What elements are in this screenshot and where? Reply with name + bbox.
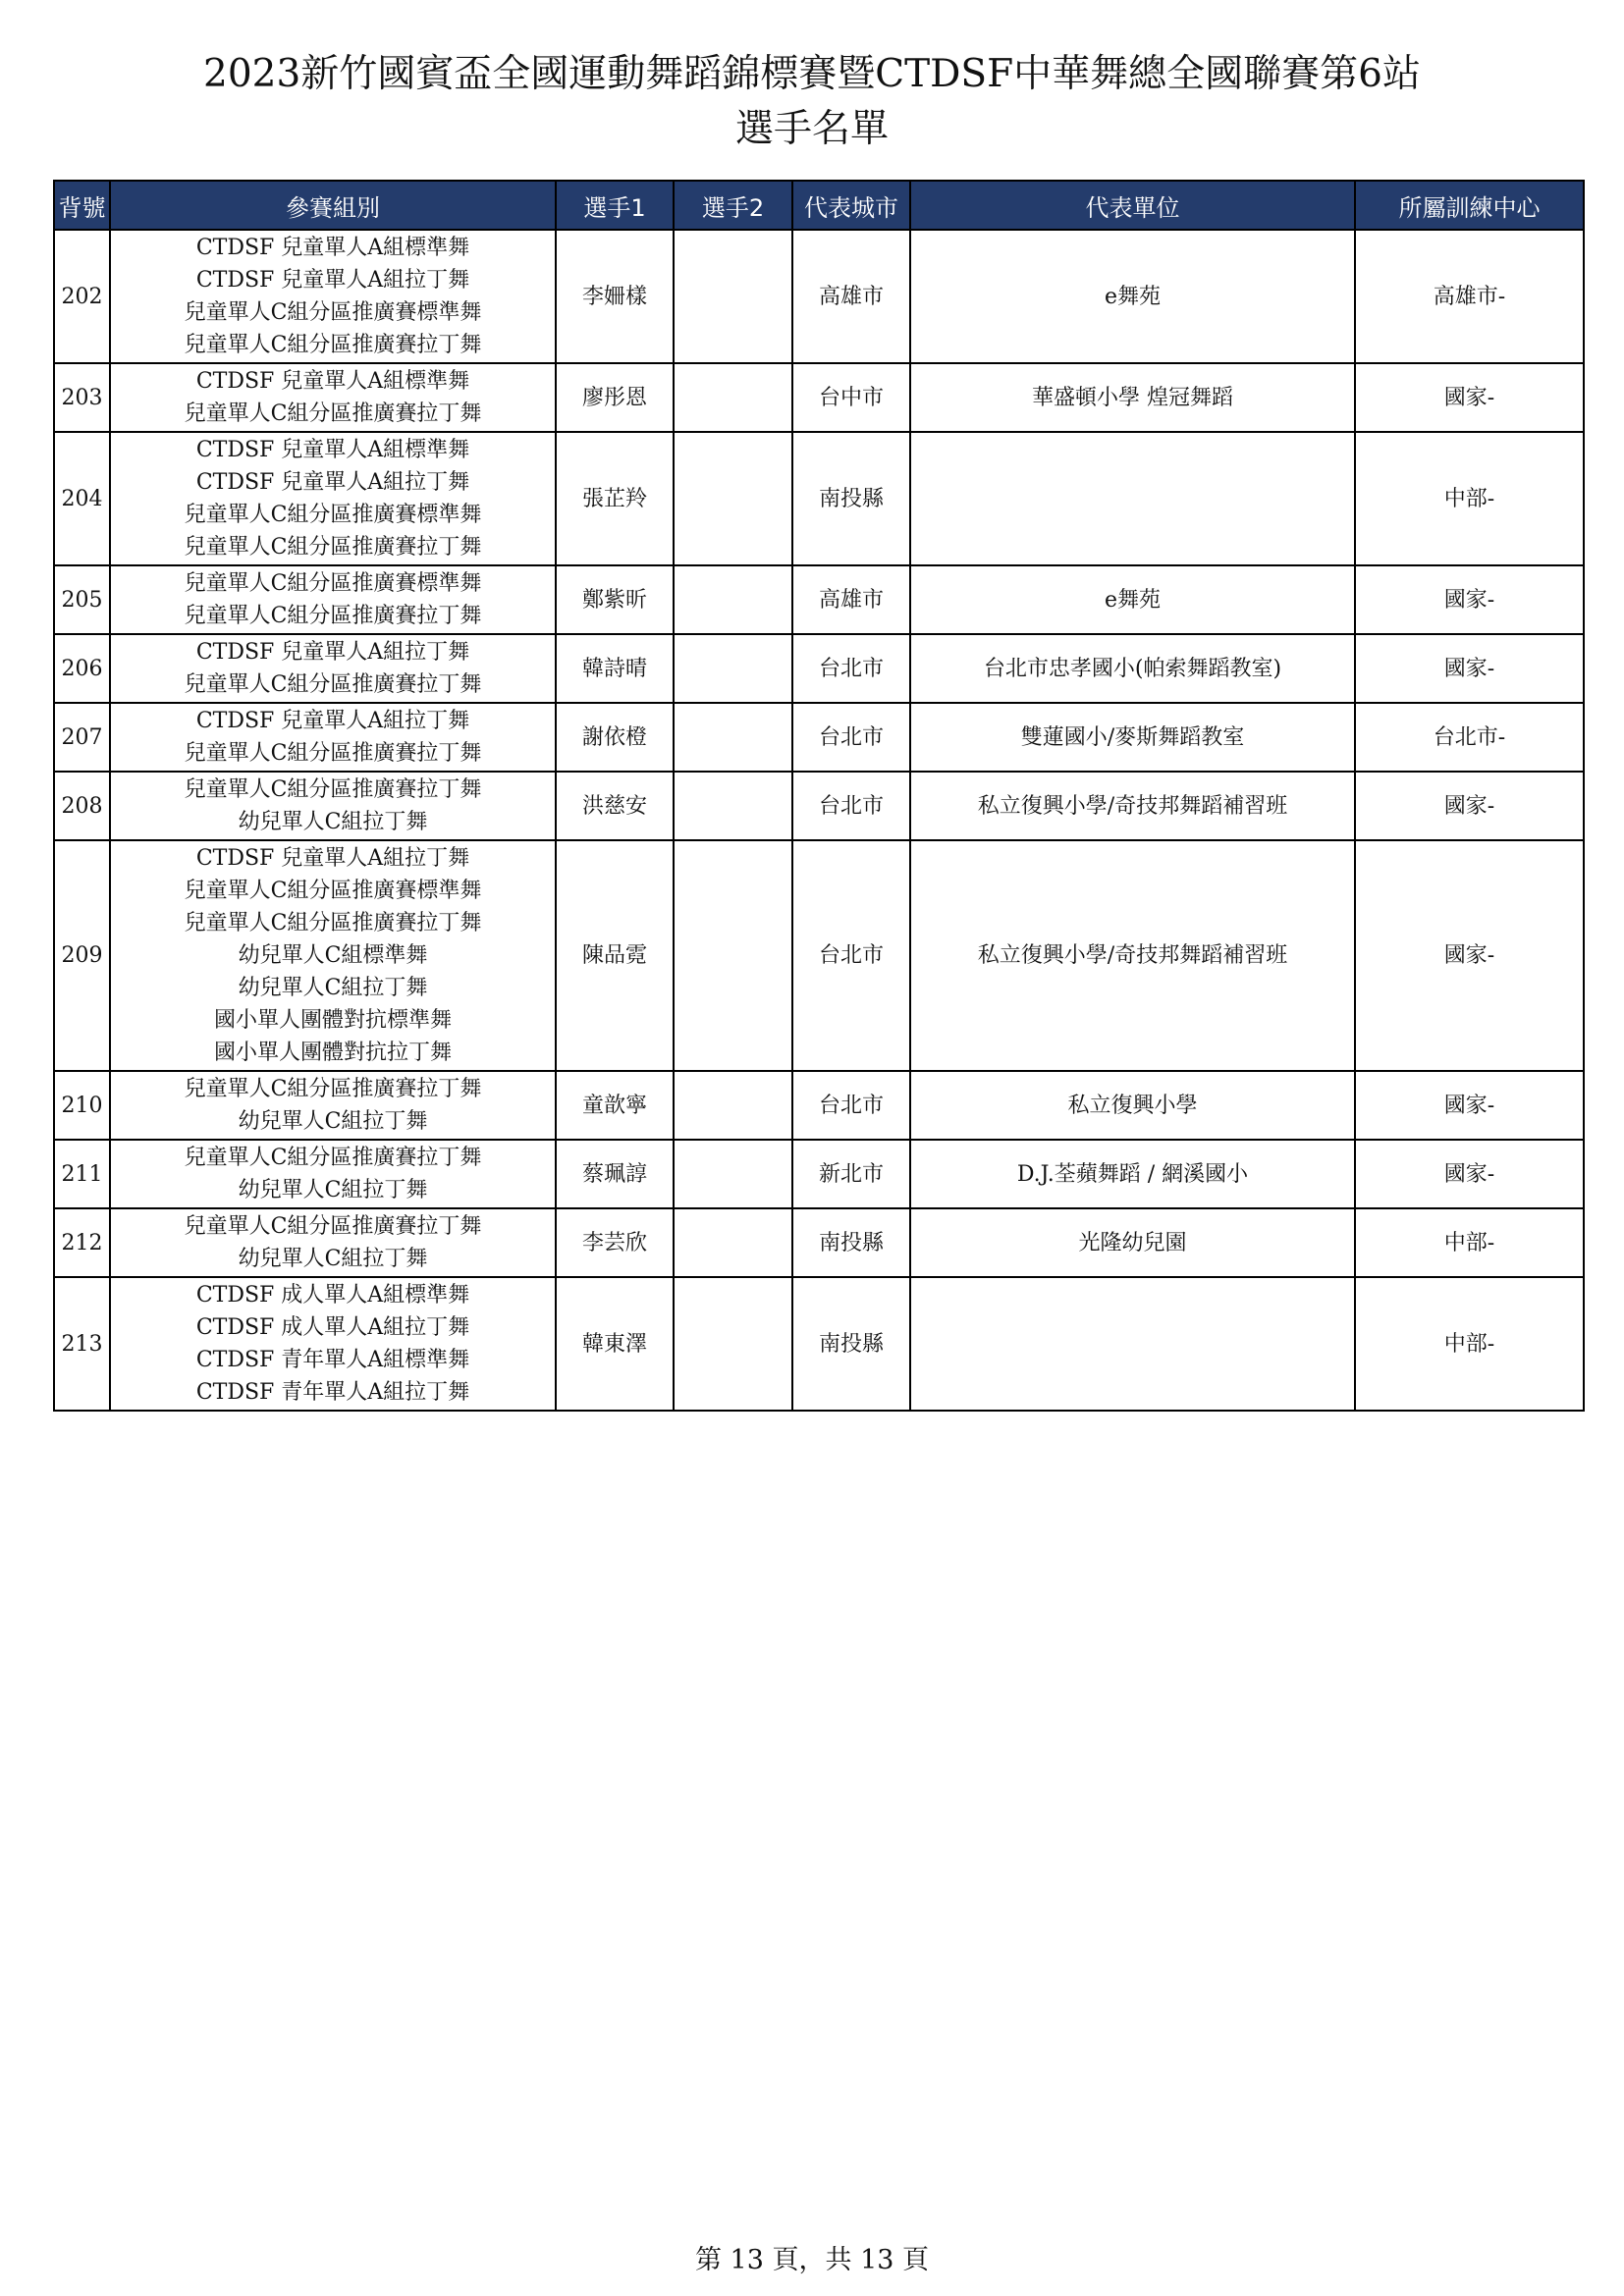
- cell-player2: [674, 1277, 792, 1411]
- category-line: CTDSF 兒童單人A組拉丁舞: [195, 709, 470, 733]
- category-line: 兒童單人C組分區推廣賽拉丁舞: [184, 333, 482, 357]
- header-city: 代表城市: [792, 181, 910, 230]
- cell-number: 206: [54, 634, 110, 703]
- cell-number: 202: [54, 230, 110, 363]
- header-player2: 選手2: [674, 181, 792, 230]
- cell-player1: 童歆寧: [556, 1071, 674, 1140]
- table-row: [54, 432, 1584, 565]
- cell-player2: [674, 1140, 792, 1208]
- category-line: CTDSF 兒童單人A組拉丁舞: [195, 470, 470, 495]
- table-row: [54, 1071, 1584, 1140]
- category-line: CTDSF 成人單人A組標準舞: [195, 1283, 470, 1308]
- cell-player2: [674, 840, 792, 1071]
- cell-city: 高雄市: [792, 565, 910, 634]
- cell-player2: [674, 1071, 792, 1140]
- cell-city: 南投縣: [792, 1277, 910, 1411]
- cell-player2: [674, 432, 792, 565]
- table-row: [54, 703, 1584, 772]
- cell-categories: [110, 363, 556, 432]
- category-line: 國小單人團體對抗標準舞: [213, 1008, 452, 1033]
- cell-training-center: 國家-: [1355, 1071, 1584, 1140]
- header-number: 背號: [54, 181, 110, 230]
- cell-city: 台北市: [792, 772, 910, 840]
- cell-city: 台北市: [792, 703, 910, 772]
- cell-categories: [110, 840, 556, 1071]
- cell-unit: e舞苑: [910, 230, 1355, 363]
- table-row: [54, 565, 1584, 634]
- cell-player2: [674, 772, 792, 840]
- cell-player1: 陳品霓: [556, 840, 674, 1071]
- cell-number: 211: [54, 1140, 110, 1208]
- cell-player1: 張芷羚: [556, 432, 674, 565]
- cell-number: 203: [54, 363, 110, 432]
- table-row: [54, 634, 1584, 703]
- cell-training-center: 中部-: [1355, 432, 1584, 565]
- cell-unit: 私立復興小學: [910, 1071, 1355, 1140]
- cell-player2: [674, 1208, 792, 1277]
- category-line: 兒童單人C組分區推廣賽拉丁舞: [184, 1146, 482, 1170]
- cell-training-center: 國家-: [1355, 840, 1584, 1071]
- cell-unit: [910, 1277, 1355, 1411]
- category-line: 兒童單人C組分區推廣賽標準舞: [184, 503, 482, 527]
- category-line: CTDSF 青年單人A組拉丁舞: [195, 1380, 470, 1405]
- cell-number: 213: [54, 1277, 110, 1411]
- cell-city: 南投縣: [792, 432, 910, 565]
- category-line: CTDSF 兒童單人A組拉丁舞: [195, 640, 470, 665]
- cell-number: 210: [54, 1071, 110, 1140]
- table-body: [54, 230, 1584, 1411]
- cell-player2: [674, 634, 792, 703]
- cell-number: 205: [54, 565, 110, 634]
- cell-unit: 台北市忠孝國小(帕索舞蹈教室): [910, 634, 1355, 703]
- table-row: [54, 1208, 1584, 1277]
- cell-player1: 廖彤恩: [556, 363, 674, 432]
- category-line: 兒童單人C組分區推廣賽拉丁舞: [184, 777, 482, 802]
- cell-player2: [674, 703, 792, 772]
- category-line: CTDSF 兒童單人A組拉丁舞: [195, 268, 470, 293]
- category-line: CTDSF 兒童單人A組標準舞: [195, 236, 470, 260]
- category-line: 兒童單人C組分區推廣賽拉丁舞: [184, 672, 482, 697]
- cell-number: 212: [54, 1208, 110, 1277]
- cell-city: 台北市: [792, 634, 910, 703]
- category-line: 兒童單人C組分區推廣賽拉丁舞: [184, 535, 482, 560]
- cell-categories: [110, 432, 556, 565]
- cell-player2: [674, 230, 792, 363]
- cell-player1: 李姍樣: [556, 230, 674, 363]
- cell-player1: 韓東澤: [556, 1277, 674, 1411]
- category-line: 兒童單人C組分區推廣賽拉丁舞: [184, 401, 482, 426]
- category-line: CTDSF 青年單人A組標準舞: [195, 1348, 470, 1372]
- cell-categories: [110, 1140, 556, 1208]
- document-title: 2023新竹國賓盃全國運動舞蹈錦標賽暨CTDSF中華舞總全國聯賽第6站: [203, 52, 1421, 96]
- cell-categories: [110, 1071, 556, 1140]
- category-line: CTDSF 兒童單人A組標準舞: [195, 438, 470, 462]
- category-line: 幼兒單人C組拉丁舞: [238, 1178, 428, 1202]
- cell-number: 209: [54, 840, 110, 1071]
- cell-unit: 私立復興小學/奇技邦舞蹈補習班: [910, 772, 1355, 840]
- cell-training-center: 高雄市-: [1355, 230, 1584, 363]
- cell-categories: [110, 1277, 556, 1411]
- cell-categories: [110, 1208, 556, 1277]
- category-line: CTDSF 成人單人A組拉丁舞: [195, 1315, 470, 1340]
- cell-training-center: 國家-: [1355, 1140, 1584, 1208]
- category-line: 國小單人團體對抗拉丁舞: [213, 1041, 452, 1065]
- header-category: 參賽組別: [110, 181, 556, 230]
- category-line: 幼兒單人C組標準舞: [238, 943, 428, 968]
- cell-training-center: 中部-: [1355, 1208, 1584, 1277]
- cell-city: 高雄市: [792, 230, 910, 363]
- cell-unit: D.J.荃蘋舞蹈 / 網溪國小: [910, 1140, 1355, 1208]
- cell-unit: 私立復興小學/奇技邦舞蹈補習班: [910, 840, 1355, 1071]
- table-row: [54, 772, 1584, 840]
- cell-unit: 雙蓮國小/麥斯舞蹈教室: [910, 703, 1355, 772]
- category-line: 兒童單人C組分區推廣賽拉丁舞: [184, 1214, 482, 1239]
- category-line: 幼兒單人C組拉丁舞: [238, 810, 428, 834]
- roster-table: [53, 180, 1585, 1412]
- category-line: 兒童單人C組分區推廣賽拉丁舞: [184, 604, 482, 628]
- category-line: 幼兒單人C組拉丁舞: [238, 1247, 428, 1271]
- cell-training-center: 國家-: [1355, 634, 1584, 703]
- cell-categories: [110, 565, 556, 634]
- cell-unit: [910, 432, 1355, 565]
- cell-categories: [110, 703, 556, 772]
- table-row: [54, 840, 1584, 1071]
- cell-training-center: 台北市-: [1355, 703, 1584, 772]
- cell-player1: 李芸欣: [556, 1208, 674, 1277]
- table-row: [54, 363, 1584, 432]
- page-footer: 第 13 頁，共 13 頁: [694, 2245, 930, 2275]
- header-training-center: 所屬訓練中心: [1355, 181, 1584, 230]
- category-line: 兒童單人C組分區推廣賽標準舞: [184, 300, 482, 325]
- cell-city: 台北市: [792, 840, 910, 1071]
- cell-player2: [674, 565, 792, 634]
- cell-player2: [674, 363, 792, 432]
- cell-unit: e舞苑: [910, 565, 1355, 634]
- cell-city: 台中市: [792, 363, 910, 432]
- category-line: CTDSF 兒童單人A組拉丁舞: [195, 846, 470, 871]
- cell-player1: 韓詩晴: [556, 634, 674, 703]
- cell-number: 208: [54, 772, 110, 840]
- cell-unit: 光隆幼兒園: [910, 1208, 1355, 1277]
- table-row: [54, 230, 1584, 363]
- header-unit: 代表單位: [910, 181, 1355, 230]
- cell-training-center: 國家-: [1355, 363, 1584, 432]
- table-header-row: [54, 181, 1584, 230]
- document-subtitle: 選手名單: [734, 107, 889, 151]
- cell-player1: 謝依橙: [556, 703, 674, 772]
- cell-categories: [110, 230, 556, 363]
- cell-unit: 華盛頓小學 煌冠舞蹈: [910, 363, 1355, 432]
- cell-player1: 鄭紫昕: [556, 565, 674, 634]
- category-line: 幼兒單人C組拉丁舞: [238, 976, 428, 1000]
- cell-training-center: 中部-: [1355, 1277, 1584, 1411]
- cell-city: 新北市: [792, 1140, 910, 1208]
- cell-number: 204: [54, 432, 110, 565]
- cell-number: 207: [54, 703, 110, 772]
- category-line: 幼兒單人C組拉丁舞: [238, 1109, 428, 1134]
- cell-city: 台北市: [792, 1071, 910, 1140]
- cell-categories: [110, 634, 556, 703]
- cell-player1: 蔡珮諄: [556, 1140, 674, 1208]
- category-line: CTDSF 兒童單人A組標準舞: [195, 369, 470, 394]
- category-line: 兒童單人C組分區推廣賽拉丁舞: [184, 1077, 482, 1101]
- cell-categories: [110, 772, 556, 840]
- cell-city: 南投縣: [792, 1208, 910, 1277]
- cell-training-center: 國家-: [1355, 565, 1584, 634]
- header-player1: 選手1: [556, 181, 674, 230]
- cell-training-center: 國家-: [1355, 772, 1584, 840]
- category-line: 兒童單人C組分區推廣賽標準舞: [184, 879, 482, 903]
- cell-player1: 洪慈安: [556, 772, 674, 840]
- category-line: 兒童單人C組分區推廣賽標準舞: [184, 571, 482, 596]
- category-line: 兒童單人C組分區推廣賽拉丁舞: [184, 741, 482, 766]
- table-row: [54, 1277, 1584, 1411]
- category-line: 兒童單人C組分區推廣賽拉丁舞: [184, 911, 482, 935]
- table-row: [54, 1140, 1584, 1208]
